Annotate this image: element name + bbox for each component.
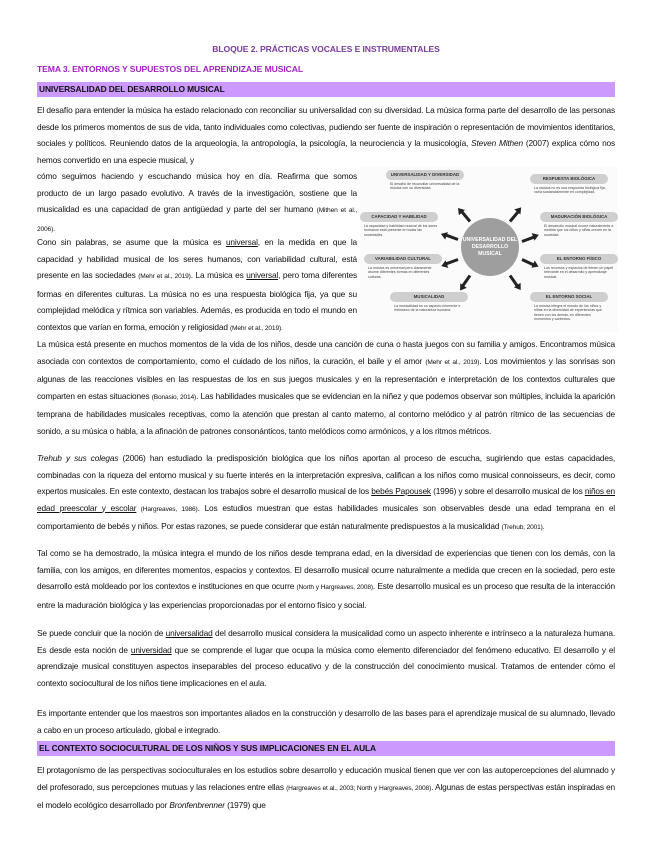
diagram-node: CAPACIDAD Y HABILIDAD La capacidad y habilidad musical de los seres humanos está presente en todas las sociedades. (360, 212, 438, 237)
diagram-node: MUSICALIDAD La musicalidad es un aspecto inherente e intrínseco de la naturaleza humana. (390, 292, 468, 313)
arrow-icon (509, 210, 520, 223)
paragraph-2: Cono sin palabras, se asume que la música es universal, en la medida en que la capacidad y habilidad musical de los seres humanos, con variabilidad cultural, está presente en las sociedades (Mehr et al., 2019). La música es universal, pero toma diferentes formas en diferentes culturas. La música no es una respuesta biológica fija, ya que su complejidad melódica y rítmica son variables. Además, es producida en todo el mundo en contextos que varían en forma, emoción y religiosidad (Mehr et al., 2019). (37, 237, 357, 332)
paragraph-5: Tal como se ha demostrado, la música integra el mundo de los niños desde temprana edad, en la diversidad de experiencias que tienen con los demás, con la familia, con los amigos, en diferentes momentos, espacios y contextos. El desarrollo musical ocurre naturalmente a medida que crecen en la sociedad, pero este desarrollo está moldeado por los contextos e instituciones en que ocurre (North y Hargreaves, 2008). Este desarrollo musical es un proceso que resulta de la interacción entre la maduración biológica y las experiencias proporcionadas por el entorno físico y social. (37, 548, 615, 610)
diagram-node: MADURACIÓN BIOLÓGICA El desarrollo musical ocurre naturalmente a medida que los niños y niñas crecen en la sociedad. (540, 212, 618, 237)
arrow-icon (444, 258, 458, 266)
diagram-node: EL ENTORNO SOCIAL La música integra el mundo de los niños y niñas en la diversidad de experiencias que tienen con los demás, en diferentes momentos y contextos. (530, 292, 608, 322)
paragraph-1-cont: cómo seguimos haciendo y escuchando música hoy en día. Reafirma que somos producto de un largo pasado evolutivo. A través de la investigación, sostiene que la musicalidad es una capacidad de gran antigüedad y parte del ser humano (Mithen et al., 2006). (37, 171, 358, 233)
diagram-node: EL ENTORNO FÍSICO Los recursos y espacios de tienen un papel relevante en el desarrollo y aprendizaje musical. (540, 254, 618, 279)
diagram-center: UNIVERSALIDAD DEL DESARROLLO MUSICAL (461, 218, 519, 276)
arrow-icon (461, 275, 471, 288)
arrow-icon (521, 235, 535, 243)
block-heading: BLOQUE 2. PRÁCTICAS VOCALES E INSTRUMENTALES (212, 44, 440, 54)
paragraph-3: La música está presente en muchos momentos de la vida de los niños, desde una canción de cuna o hasta juegos con su familia y amigos. Encontramos música asociada con contextos de comportamiento, como el cuidado de los niños, la curación, el baile y el amor (Mehr et al., 2019). Los movimientos y las sonrisas son algunas de las reacciones visibles en las respuestas de los en sus juegos musicales y en la representación e interpretación de los contextos culturales que comparten en estas situaciones (Bonasio, 2014). Las habilidades musicales que se evidencian en la niñez y que podemos observar son múltiples, incluida la aparición temprana de habilidades musicales receptivas, como la atención que prestan al canto materno, al contorno melódico y al patrón rítmico de las secuencias de sonido, a su música o habla, a la afinación de patrones consonánticos, tanto melódicos como armónicos, y a los ritmos métricos. (37, 339, 615, 436)
paragraph-1: El desafío para entender la música ha estado relacionado con reconciliar su universalidad con su diversidad. La música forma parte del desarrollo de las personas desde los primeros momentos de sus de vida, tanto individuales como colectivas, pudiendo ser fuente de inspiración o representación de movimientos identitarios, sociales y políticos. Reuniendo datos de la arqueología, la antropología, la psicología, la neurociencia y la musicología, Steven Mithen (2007) explica cómo nos hemos convertido en una especie musical, y (37, 105, 616, 165)
citation: (Mithen et al., 2006). (37, 207, 358, 233)
diagram-node: RESPUESTA BIOLÓGICA La música no es una respuesta biológica fija, varía sustancialmente en complejidad. (530, 174, 608, 195)
paragraph-4: Trehub y sus colegas (2006) han estudiado la predisposición biológica que los niños aportan al proceso de escucha, sugiriendo que estas capacidades, combinadas con la riqueza del entorno musical y su fuerte interés en la interpretación expresiva, califican a los niños como musical connoisseurs, es decir, como expertos musicales. En este contexto, destacan los trabajos sobre el desarrollo musical de los bebés Papousek (1996) y sobre el desarrollo musical de los niños en edad preescolar y escolar (Hargreaves, 1986). Los estudios muestran que estas habilidades musicales son observables desde una edad temprana en el comportamiento de bebés y niños. Por estas razones, se puede considerar que están naturalmente predispuestos a la musicalidad (Trehub, 2001). (37, 453, 615, 531)
topic-heading: TEMA 3. ENTORNOS Y SUPUESTOS DEL APRENDIZAJE MUSICAL (37, 64, 304, 74)
diagram-node: UNIVERSALIDAD Y DIVERSIDAD El desafío de reconciliar universalidad de la música con su diversidad. (386, 170, 464, 191)
arrow-icon (509, 275, 519, 288)
paragraph-7: Es importante entender que los maestros son importantes aliados en la construcción y desarrollo de las bases para el aprendizaje musical de su alumnado, llevado a cabo en un proceso articulado, global e integrado. (37, 708, 615, 735)
concept-diagram (360, 166, 618, 332)
diagram-node: VARIABILIDAD CULTURAL La música es universal pero claramente asume diferentes formas en diferentes culturas. (364, 254, 442, 279)
paragraph-6: Se puede concluir que la noción de universalidad del desarrollo musical considera la musicalidad como un aspecto inherente e intrínseco a la naturaleza humana. Es desde esta noción de universidad que se comprende el lugar que ocupa la música como elemento diferenciador del fenómeno educativo. El desarrollo y el aprendizaje musical constituyen aspectos inseparables del proceso educativo y de la construcción del conocimiento musical. Tratamos de entender cómo el contexto sociocultural de los niños tiene implicaciones en el aula. (37, 628, 615, 688)
arrow-icon (521, 258, 535, 267)
section-heading-contexto: EL CONTEXTO SOCIOCULTURAL DE LOS NIÑOS Y SUS IMPLICACIONES EN EL AULA (37, 741, 615, 756)
arrow-icon (460, 210, 471, 223)
paragraph-8: El protagonismo de las perspectivas socioculturales en los estudios sobre desarrollo y educación musical tienen que ver con las autopercepciones del alumnado y del profesorado, sus percepciones mutuas y las relaciones entre ellas (Hargreaves et al., 2003; North y Hargreaves, 2008). Algunas de estas perspectivas están inspiradas en el modelo ecológico desarrollado por Bronfenbrenner (1979) que (37, 765, 616, 810)
arrow-icon (444, 233, 458, 241)
author-mithen: Steven Mithen (471, 138, 523, 148)
section-heading-universalidad: UNIVERSALIDAD DEL DESARROLLO MUSICAL (37, 82, 615, 97)
